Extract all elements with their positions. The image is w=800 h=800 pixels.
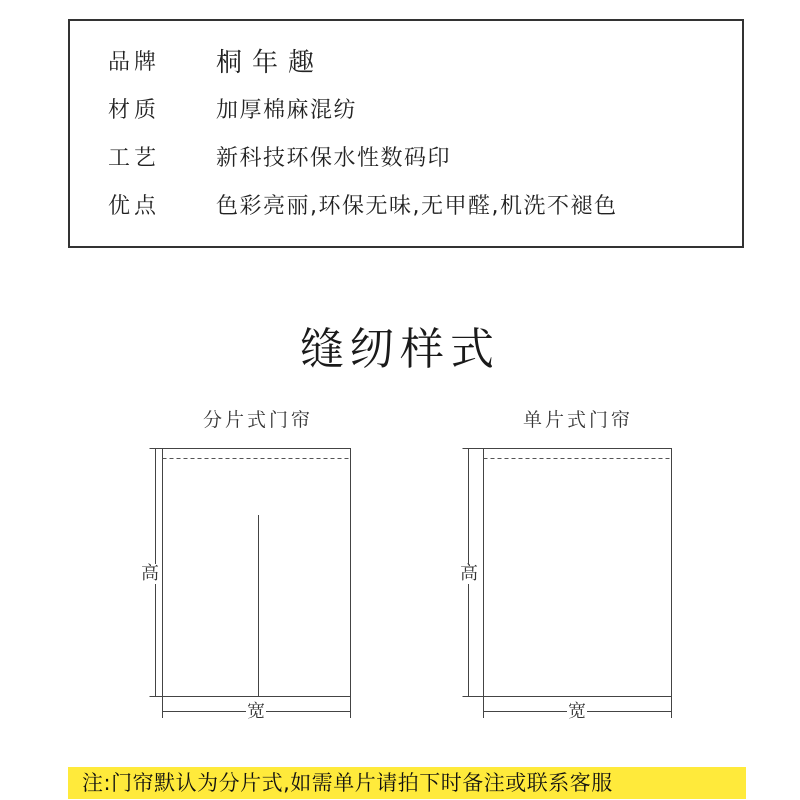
single-curtain-caption: 单片式门帘 (522, 409, 633, 431)
single-width-label: 宽 (568, 701, 586, 722)
split-curtain-caption: 分片式门帘 (202, 409, 313, 431)
curtain-outline (484, 449, 672, 697)
spec-label-craft: 工艺 (108, 146, 161, 171)
spec-value-material: 加厚棉麻混纺 (216, 98, 358, 123)
spec-value-brand: 桐年趣 (216, 48, 325, 78)
spec-label-advantages: 优点 (108, 194, 161, 219)
single-height-label: 高 (460, 563, 478, 584)
notice-banner: 注:门帘默认为分片式,如需单片请拍下时备注或联系客服 (68, 767, 746, 799)
spec-value-advantages: 色彩亮丽,环保无味,无甲醛,机洗不褪色 (216, 194, 618, 219)
section-title: 缝纫样式 (300, 324, 500, 375)
spec-label-material: 材质 (108, 98, 161, 123)
split-curtain-diagram (128, 400, 388, 730)
split-width-label: 宽 (247, 701, 265, 722)
spec-value-craft: 新科技环保水性数码印 (216, 146, 452, 171)
curtain-outline (163, 449, 351, 697)
spec-table (68, 19, 744, 248)
single-curtain-drawing (448, 400, 708, 730)
split-height-label: 高 (141, 563, 159, 584)
single-curtain-diagram (448, 400, 708, 730)
spec-label-brand: 品牌 (108, 50, 161, 75)
split-curtain-drawing (128, 400, 388, 730)
